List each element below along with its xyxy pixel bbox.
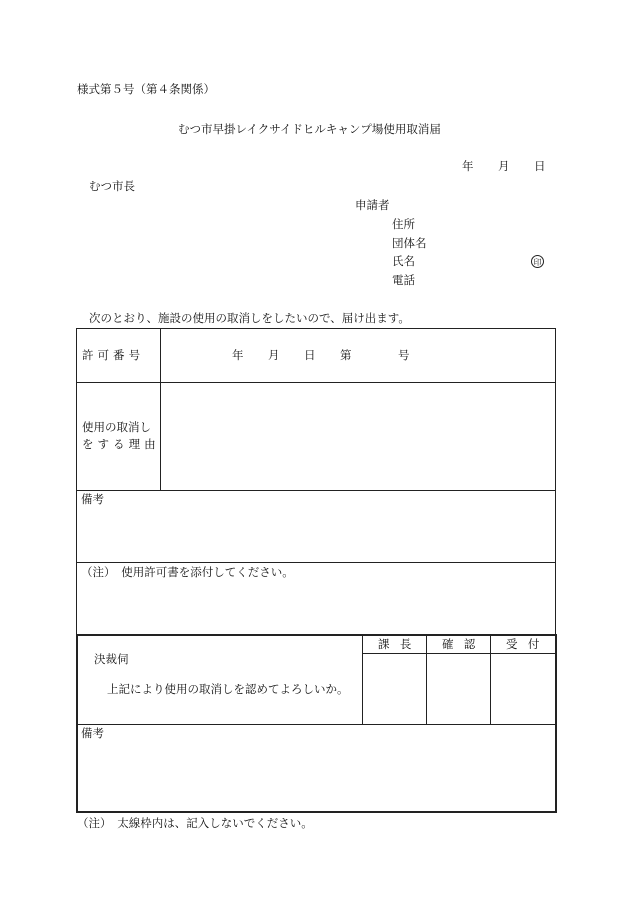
row-divider <box>76 490 556 491</box>
chief-column-header: 課長 <box>378 637 422 651</box>
intro-text: 次のとおり、施設の使用の取消しをしたいので、届け出ます。 <box>89 311 410 325</box>
form-number: 様式第５号（第４条関係） <box>77 82 215 96</box>
remarks-label: 備考 <box>81 492 104 506</box>
applicant-phone-label: 電話 <box>392 273 415 287</box>
reason-label-line1: 使用の取消し <box>82 420 151 434</box>
row-divider <box>76 382 556 383</box>
confirm-column-header: 確認 <box>442 637 486 651</box>
addressee: むつ市長 <box>89 179 135 193</box>
main-table <box>76 328 556 635</box>
permit-number-label: 許可番号 <box>82 348 145 362</box>
reason-field[interactable] <box>170 400 540 480</box>
date-day: 日 <box>534 159 546 173</box>
footer-note: （注） 太線枠内は、記入しないでください。 <box>77 816 313 830</box>
receipt-column-header: 受付 <box>506 637 550 651</box>
column-divider <box>160 328 161 490</box>
permit-go: 号 <box>398 348 410 362</box>
seal-mark: 印 <box>531 255 544 268</box>
permit-day: 日 <box>304 348 316 362</box>
office-col-divider <box>362 635 363 724</box>
stamp-header-divider <box>362 653 556 654</box>
row-divider <box>76 562 556 563</box>
approval-text: 上記により使用の取消しを認めてよろしいか。 <box>107 682 349 696</box>
office-col-divider <box>426 635 427 724</box>
permit-month: 月 <box>268 348 280 362</box>
applicant-heading: 申請者 <box>355 198 390 212</box>
attachment-note: （注） 使用許可書を添付してください。 <box>81 565 294 579</box>
permit-dai: 第 <box>340 348 352 362</box>
office-remarks-label: 備考 <box>81 726 104 740</box>
office-row-divider <box>76 724 557 725</box>
applicant-address-label: 住所 <box>392 217 415 231</box>
applicant-organization-label: 団体名 <box>392 236 427 250</box>
date-year: 年 <box>462 159 474 173</box>
approval-label: 決裁伺 <box>94 652 129 666</box>
date-month: 月 <box>498 159 510 173</box>
reason-label-line2: をする理由 <box>82 437 160 451</box>
permit-year: 年 <box>232 348 244 362</box>
office-col-divider <box>490 635 491 724</box>
form-title: むつ市早掛レイクサイドヒルキャンプ場使用取消届 <box>178 122 441 136</box>
applicant-name-label: 氏名 <box>392 254 415 268</box>
